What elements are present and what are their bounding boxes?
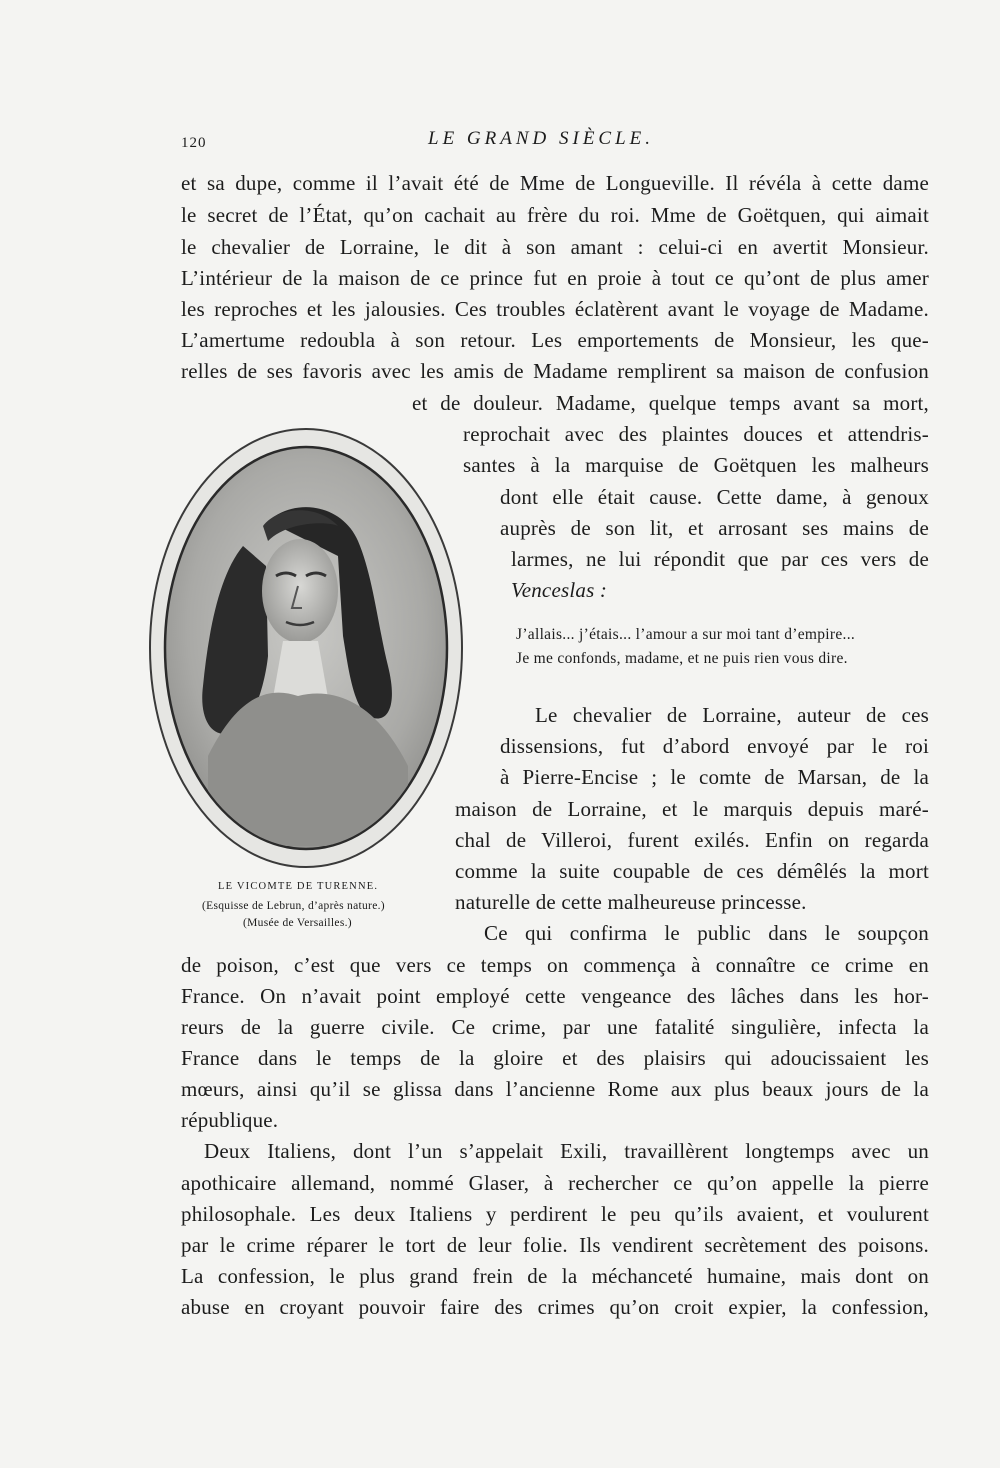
text-line: France. On n’avait point employé cette vengeance des lâches dans les hor-: [181, 984, 929, 1008]
figure-caption-source: (Esquisse de Lebrun, d’après nature.): [202, 900, 385, 912]
text-line: reurs de la guerre civile. Ce crime, par une fatalité singulière, infecta la: [181, 1015, 929, 1039]
text-line: république.: [181, 1108, 279, 1132]
figure-caption-title: LE VICOMTE DE TURENNE.: [218, 881, 379, 892]
text-line: le secret de l’État, qu’on cachait au frère du roi. Mme de Goëtquen, qui aimait: [181, 203, 929, 227]
running-title: LE GRAND SIÈCLE.: [428, 128, 655, 149]
text-line: abuse en croyant pouvoir faire des crimes qu’on croit expier, la confession,: [181, 1295, 929, 1319]
text-line: Ce qui confirma le public dans le soupçon: [484, 921, 929, 945]
text-line: La confession, le plus grand frein de la méchanceté humaine, mais dont on: [181, 1264, 929, 1288]
text-line: apothicaire allemand, nommé Glaser, à rechercher ce qu’on appelle la pierre: [181, 1171, 929, 1195]
text-line: et sa dupe, comme il l’avait été de Mme de Longueville. Il révéla à cette dame: [181, 171, 929, 195]
text-line: reprochait avec des plaintes douces et attendris-: [463, 422, 929, 446]
text-line: naturelle de cette malheureuse princesse.: [455, 890, 807, 914]
text-line: dont elle était cause. Cette dame, à genoux: [500, 485, 929, 509]
text-line: maison de Lorraine, et le marquis depuis maré-: [455, 797, 929, 821]
verse-line: J’allais... j’étais... l’amour a sur moi tant d’empire...: [516, 626, 856, 643]
text-line: Deux Italiens, dont l’un s’appelait Exili, travaillèrent longtemps avec un: [204, 1139, 929, 1163]
text-line: dissensions, fut d’abord envoyé par le roi: [500, 734, 929, 758]
verse-line: Je me confonds, madame, et ne puis rien vous dire.: [516, 650, 848, 667]
portrait-illustration: [148, 426, 466, 872]
text-line: Venceslas :: [511, 578, 608, 602]
figure-caption-museum: (Musée de Versailles.): [243, 917, 352, 929]
text-line: et de douleur. Madame, quelque temps avant sa mort,: [412, 391, 929, 415]
text-line: les reproches et les jalousies. Ces troubles éclatèrent avant le voyage de Madame.: [181, 297, 929, 321]
text-line: L’amertume redoubla à son retour. Les emportements de Monsieur, les que-: [181, 328, 929, 352]
text-line: par le crime réparer le tort de leur folie. Ils vendirent secrètement des poisons.: [181, 1233, 929, 1257]
text-line: L’intérieur de la maison de ce prince fut en proie à tout ce qu’ont de plus amer: [181, 266, 929, 290]
text-line: mœurs, ainsi qu’il se glissa dans l’ancienne Rome aux plus beaux jours de la: [181, 1077, 929, 1101]
text-line: de poison, c’est que vers ce temps on commença à connaître ce crime en: [181, 953, 929, 977]
text-line: santes à la marquise de Goëtquen les malheurs: [463, 453, 929, 477]
text-line: larmes, ne lui répondit que par ces vers de: [511, 547, 929, 571]
text-line: le chevalier de Lorraine, le dit à son amant : celui-ci en avertit Monsieur.: [181, 235, 929, 259]
text-line: chal de Villeroi, furent exilés. Enfin on regarda: [455, 828, 929, 852]
text-line: France dans le temps de la gloire et des plaisirs qui adoucissaient les: [181, 1046, 929, 1070]
text-line: auprès de son lit, et arrosant ses mains de: [500, 516, 929, 540]
text-line: relles de ses favoris avec les amis de Madame remplirent sa maison de confusion: [181, 359, 929, 383]
text-line: comme la suite coupable de ces démêlés la mort: [455, 859, 929, 883]
text-line: philosophale. Les deux Italiens y perdirent le peu qu’ils avaient, et voulurent: [181, 1202, 929, 1226]
text-line: Le chevalier de Lorraine, auteur de ces: [535, 703, 929, 727]
text-line: à Pierre-Encise ; le comte de Marsan, de la: [500, 765, 929, 789]
page-number: 120: [181, 135, 207, 151]
